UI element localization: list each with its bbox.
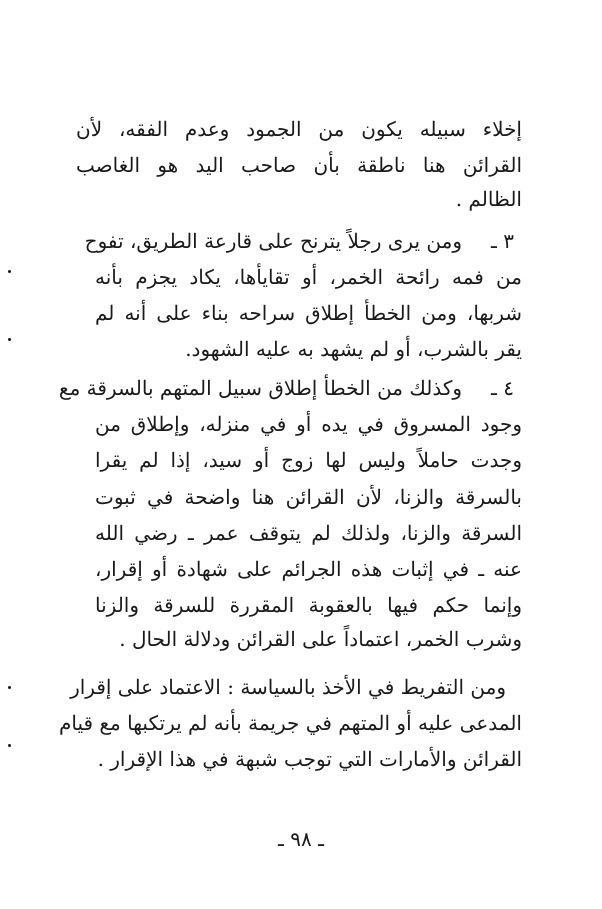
list-item-line: وشرب الخمر، اعتماداً على القرائن ودلالة الحال . [119, 627, 522, 651]
body-line: القرائن هنا ناطقة بأن صاحب اليد هو الغاصب [76, 153, 522, 177]
list-item-line: وإنما حكم فيها بالعقوبة المقررة للسرقة والزنا [95, 593, 522, 617]
body-line: القرائن والأمارات التي توجب شبهة في هذا الإقرار . [97, 747, 522, 771]
list-item-line: شربها، ومن الخطأ إطلاق سراحه بناء على أنه لم [95, 301, 522, 325]
body-line: المدعى عليه أو المتهم في جريمة بأنه لم يرتكبها مع قيام [58, 711, 522, 735]
margin-speck [8, 338, 11, 341]
list-number: ٣ ـ [491, 229, 514, 253]
page-number: ـ ٩٨ ـ [278, 827, 324, 851]
list-item-line: عنه ـ في إثبات هذه الجرائم على شهادة أو إقرار، [95, 557, 522, 581]
list-item-line: وجود المسروق في يده أو في منزله، وإطلاق من [95, 412, 522, 436]
margin-speck [8, 270, 11, 273]
body-line: إخلاء سبيله يكون من الجمود وعدم الفقه، لأن [76, 117, 522, 141]
body-line: ومن التفريط في الأخذ بالسياسة : الاعتماد على إقرار [70, 675, 506, 699]
body-line: الظالم . [455, 187, 522, 211]
list-item-line: ومن يرى رجلاً يترنح على قارعة الطريق، تفوح [84, 229, 462, 253]
list-item-line: السرقة والزنا، ولذلك لم يتوقف عمر ـ رضي الله [95, 521, 522, 545]
list-item-line: وجدت حاملاً وليس لها زوج أو سيد، إذا لم يقرا [95, 448, 522, 472]
margin-speck [8, 686, 11, 689]
list-item-line: بالسرقة والزنا، لأن القرائن هنا واضحة في ثبوت [95, 485, 522, 509]
list-number: ٤ ـ [491, 376, 514, 400]
margin-speck [8, 744, 11, 747]
list-item-line: يقر بالشرب، أو لم يشهد به عليه الشهود. [185, 337, 522, 361]
list-item-line: وكذلك من الخطأ إطلاق سبيل المتهم بالسرقة مع [58, 376, 462, 400]
list-item-line: من فمه رائحة الخمر، أو تقايأها، يكاد يجزم بأنه [95, 265, 522, 289]
